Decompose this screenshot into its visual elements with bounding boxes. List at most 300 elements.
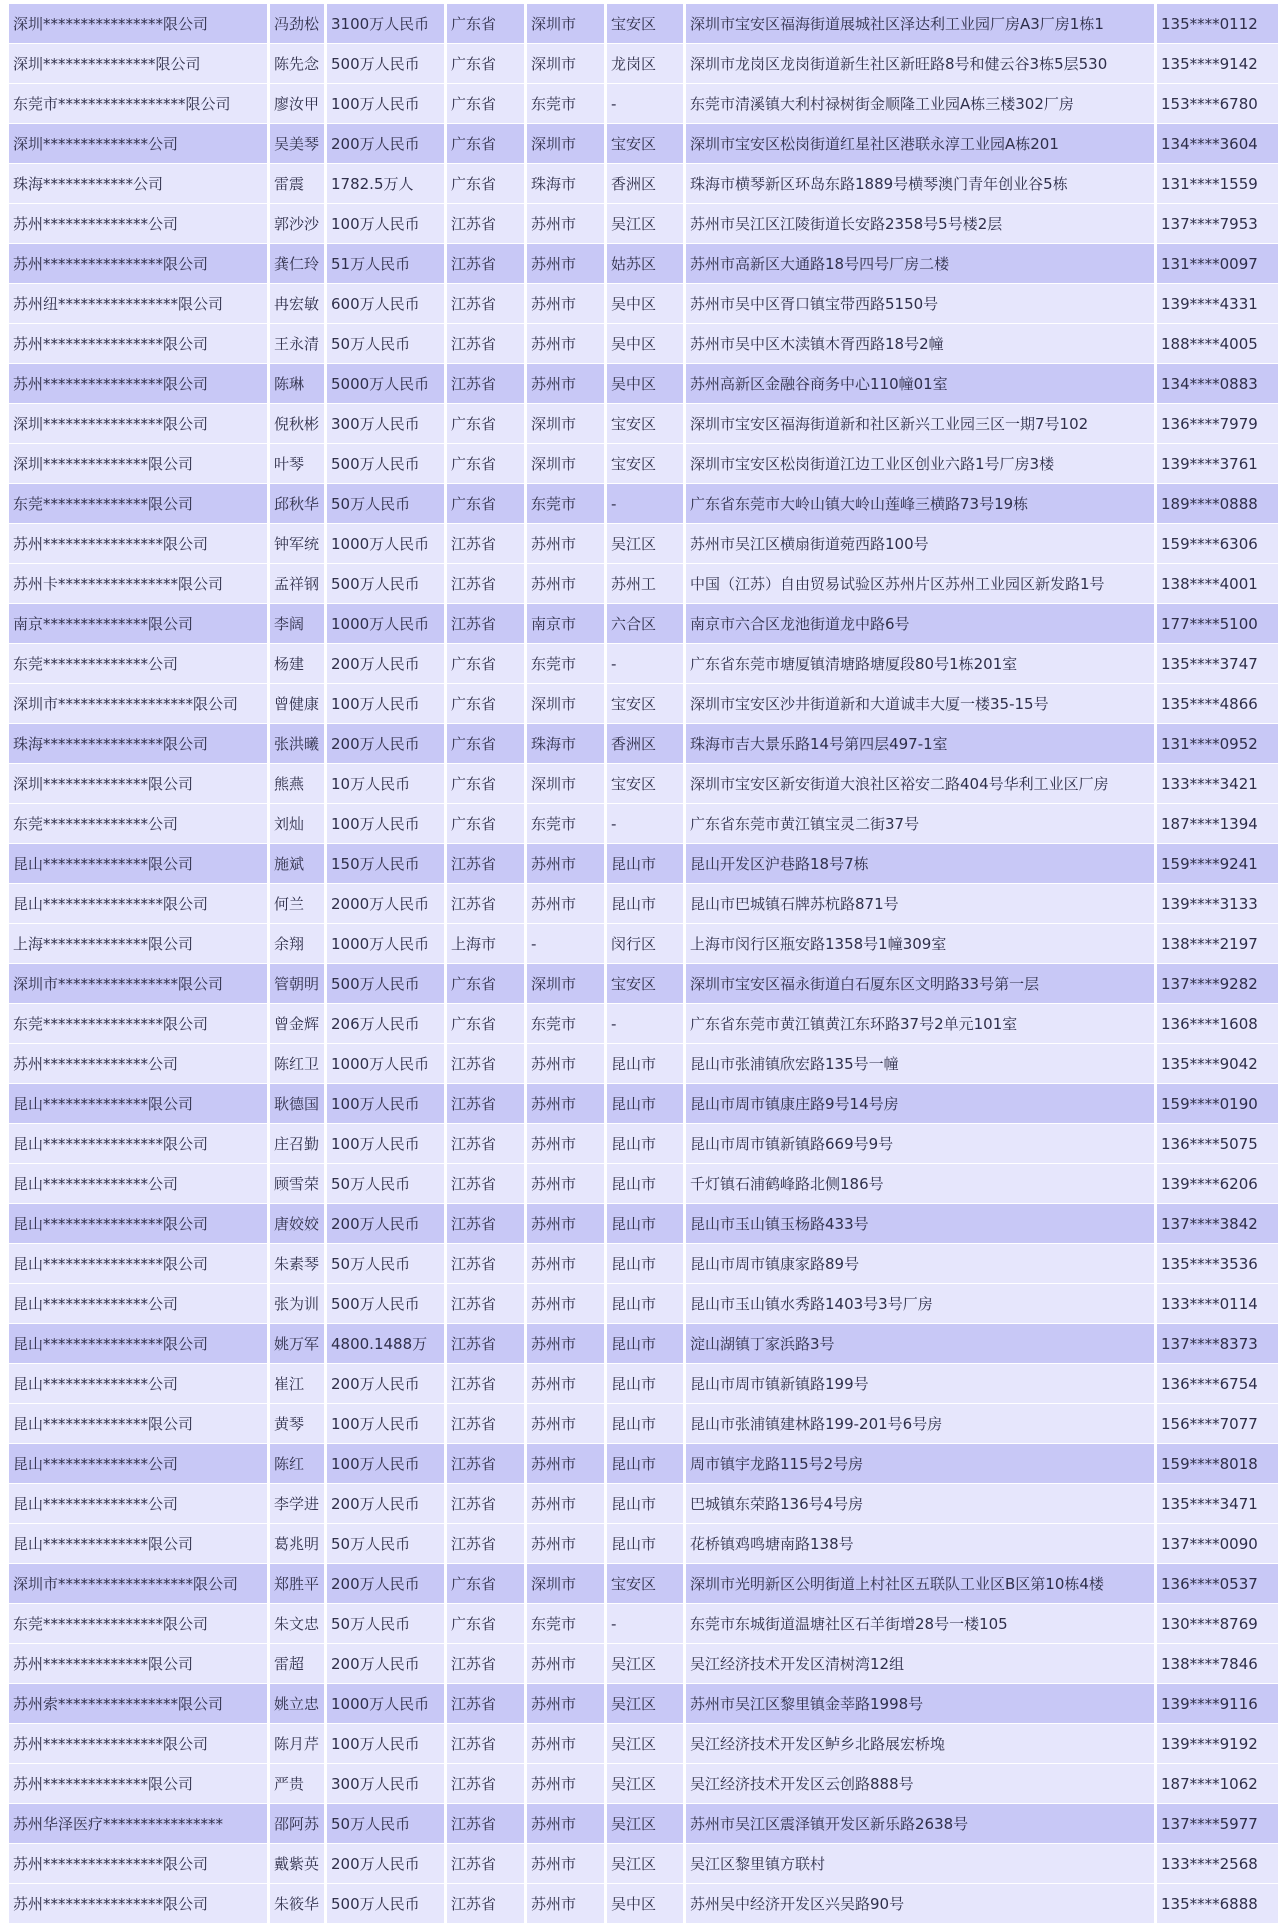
- province-cell: 江苏省: [447, 284, 524, 324]
- phone-cell: 136****1608: [1157, 1004, 1278, 1044]
- province-cell: 江苏省: [447, 1444, 524, 1484]
- province-cell: 江苏省: [447, 564, 524, 604]
- address-cell: 苏州市吴江区震泽镇开发区新乐路2638号: [686, 1804, 1154, 1844]
- contact-name-cell: 倪秋彬: [270, 404, 324, 444]
- phone-cell: 138****4001: [1157, 564, 1278, 604]
- contact-name-cell: 庄召勤: [270, 1124, 324, 1164]
- table-row: [9, 1164, 1278, 1204]
- city-cell: 苏州市: [527, 1444, 604, 1484]
- district-cell: -: [607, 644, 683, 684]
- contact-name-cell: 熊燕: [270, 764, 324, 804]
- registered-capital-cell: 200万人民币: [327, 1364, 444, 1404]
- district-cell: 吴中区: [607, 1884, 683, 1924]
- province-cell: 江苏省: [447, 1204, 524, 1244]
- registered-capital-cell: 300万人民币: [327, 404, 444, 444]
- phone-cell: 135****4866: [1157, 684, 1278, 724]
- district-cell: 昆山市: [607, 1524, 683, 1564]
- address-cell: 花桥镇鸡鸣塘南路138号: [686, 1524, 1154, 1564]
- company-name-cell: 深圳**************限公司: [9, 764, 267, 804]
- city-cell: 苏州市: [527, 204, 604, 244]
- table-row: [9, 204, 1278, 244]
- city-cell: 苏州市: [527, 844, 604, 884]
- table-row: [9, 924, 1278, 964]
- table-row: [9, 884, 1278, 924]
- address-cell: 昆山市张浦镇欣宏路135号一幢: [686, 1044, 1154, 1084]
- table-row: [9, 1124, 1278, 1164]
- address-cell: 昆山市巴城镇石牌苏杭路871号: [686, 884, 1154, 924]
- phone-cell: 139****3133: [1157, 884, 1278, 924]
- contact-name-cell: 杨建: [270, 644, 324, 684]
- contact-name-cell: 龚仁玲: [270, 244, 324, 284]
- phone-cell: 187****1394: [1157, 804, 1278, 844]
- phone-cell: 135****3536: [1157, 1244, 1278, 1284]
- district-cell: 吴中区: [607, 324, 683, 364]
- district-cell: 昆山市: [607, 1324, 683, 1364]
- phone-cell: 159****0190: [1157, 1084, 1278, 1124]
- address-cell: 昆山市张浦镇建林路199-201号6号房: [686, 1404, 1154, 1444]
- registered-capital-cell: 500万人民币: [327, 44, 444, 84]
- table-row: [9, 844, 1278, 884]
- address-cell: 深圳市龙岗区龙岗街道新生社区新旺路8号和健云谷3栋5层530: [686, 44, 1154, 84]
- address-cell: 深圳市宝安区福永街道白石厦东区文明路33号第一层: [686, 964, 1154, 1004]
- city-cell: 苏州市: [527, 524, 604, 564]
- company-name-cell: 昆山**************限公司: [9, 1084, 267, 1124]
- phone-cell: 135****3747: [1157, 644, 1278, 684]
- province-cell: 广东省: [447, 724, 524, 764]
- phone-cell: 133****2568: [1157, 1844, 1278, 1884]
- company-name-cell: 苏州纽****************限公司: [9, 284, 267, 324]
- province-cell: 江苏省: [447, 1644, 524, 1684]
- phone-cell: 137****0090: [1157, 1524, 1278, 1564]
- phone-cell: 135****9042: [1157, 1044, 1278, 1084]
- city-cell: 苏州市: [527, 1644, 604, 1684]
- province-cell: 广东省: [447, 764, 524, 804]
- phone-cell: 153****6780: [1157, 84, 1278, 124]
- province-cell: 江苏省: [447, 1244, 524, 1284]
- registered-capital-cell: 500万人民币: [327, 564, 444, 604]
- city-cell: 东莞市: [527, 1604, 604, 1644]
- district-cell: 昆山市: [607, 1204, 683, 1244]
- city-cell: 苏州市: [527, 1284, 604, 1324]
- contact-name-cell: 余翔: [270, 924, 324, 964]
- district-cell: 昆山市: [607, 1284, 683, 1324]
- table-row: [9, 1764, 1278, 1804]
- address-cell: 深圳市宝安区沙井街道新和大道诚丰大厦一楼35-15号: [686, 684, 1154, 724]
- address-cell: 东莞市东城街道温塘社区石羊街增28号一楼105: [686, 1604, 1154, 1644]
- table-row: [9, 1004, 1278, 1044]
- table-row: [9, 1324, 1278, 1364]
- company-name-cell: 昆山**************公司: [9, 1444, 267, 1484]
- contact-name-cell: 陈红: [270, 1444, 324, 1484]
- phone-cell: 139****4331: [1157, 284, 1278, 324]
- district-cell: 昆山市: [607, 1084, 683, 1124]
- registered-capital-cell: 200万人民币: [327, 124, 444, 164]
- city-cell: 苏州市: [527, 1324, 604, 1364]
- phone-cell: 137****8373: [1157, 1324, 1278, 1364]
- address-cell: 苏州市高新区大通路18号四号厂房二楼: [686, 244, 1154, 284]
- city-cell: 苏州市: [527, 324, 604, 364]
- contact-name-cell: 管朝明: [270, 964, 324, 1004]
- company-name-cell: 昆山****************限公司: [9, 1124, 267, 1164]
- district-cell: 吴江区: [607, 524, 683, 564]
- address-cell: 昆山市周市镇新镇路669号9号: [686, 1124, 1154, 1164]
- registered-capital-cell: 500万人民币: [327, 1884, 444, 1924]
- district-cell: 六合区: [607, 604, 683, 644]
- address-cell: 淀山湖镇丁家浜路3号: [686, 1324, 1154, 1364]
- district-cell: -: [607, 84, 683, 124]
- registered-capital-cell: 100万人民币: [327, 1404, 444, 1444]
- phone-cell: 131****1559: [1157, 164, 1278, 204]
- contact-name-cell: 钟军统: [270, 524, 324, 564]
- registered-capital-cell: 1000万人民币: [327, 604, 444, 644]
- company-name-cell: 苏州卡****************限公司: [9, 564, 267, 604]
- address-cell: 苏州市吴江区横扇街道菀西路100号: [686, 524, 1154, 564]
- address-cell: 深圳市宝安区福海街道新和社区新兴工业园三区一期7号102: [686, 404, 1154, 444]
- contact-name-cell: 邱秋华: [270, 484, 324, 524]
- district-cell: 昆山市: [607, 1244, 683, 1284]
- address-cell: 中国（江苏）自由贸易试验区苏州片区苏州工业园区新发路1号: [686, 564, 1154, 604]
- table-row: [9, 684, 1278, 724]
- district-cell: 吴江区: [607, 1684, 683, 1724]
- district-cell: 昆山市: [607, 1044, 683, 1084]
- table-row: [9, 1084, 1278, 1124]
- registered-capital-cell: 50万人民币: [327, 1524, 444, 1564]
- company-name-cell: 苏州****************限公司: [9, 1724, 267, 1764]
- company-name-cell: 昆山**************限公司: [9, 1404, 267, 1444]
- address-cell: 吴江区黎里镇方联村: [686, 1844, 1154, 1884]
- district-cell: 宝安区: [607, 444, 683, 484]
- contact-name-cell: 陈红卫: [270, 1044, 324, 1084]
- contact-name-cell: 冯劲松: [270, 4, 324, 44]
- company-name-cell: 苏州****************限公司: [9, 524, 267, 564]
- company-name-cell: 昆山****************限公司: [9, 884, 267, 924]
- city-cell: 东莞市: [527, 1004, 604, 1044]
- district-cell: 昆山市: [607, 884, 683, 924]
- company-table: [6, 4, 1280, 1924]
- address-cell: 昆山市周市镇康庄路9号14号房: [686, 1084, 1154, 1124]
- city-cell: 深圳市: [527, 764, 604, 804]
- table-row: [9, 644, 1278, 684]
- table-row: [9, 44, 1278, 84]
- district-cell: 昆山市: [607, 1124, 683, 1164]
- company-name-cell: 苏州****************限公司: [9, 1844, 267, 1884]
- phone-cell: 159****6306: [1157, 524, 1278, 564]
- province-cell: 江苏省: [447, 884, 524, 924]
- phone-cell: 135****9142: [1157, 44, 1278, 84]
- contact-name-cell: 唐姣姣: [270, 1204, 324, 1244]
- city-cell: 东莞市: [527, 804, 604, 844]
- city-cell: 苏州市: [527, 1044, 604, 1084]
- contact-name-cell: 黄琴: [270, 1404, 324, 1444]
- table-row: [9, 1884, 1278, 1924]
- company-name-cell: 深圳**************限公司: [9, 444, 267, 484]
- city-cell: 苏州市: [527, 1804, 604, 1844]
- registered-capital-cell: 500万人民币: [327, 1284, 444, 1324]
- phone-cell: 136****5075: [1157, 1124, 1278, 1164]
- company-name-cell: 昆山**************公司: [9, 1484, 267, 1524]
- table-row: [9, 1564, 1278, 1604]
- company-name-cell: 苏州**************公司: [9, 1044, 267, 1084]
- contact-name-cell: 朱文忠: [270, 1604, 324, 1644]
- city-cell: 苏州市: [527, 1684, 604, 1724]
- city-cell: 苏州市: [527, 564, 604, 604]
- province-cell: 广东省: [447, 84, 524, 124]
- province-cell: 江苏省: [447, 1524, 524, 1564]
- province-cell: 江苏省: [447, 1124, 524, 1164]
- city-cell: 苏州市: [527, 1204, 604, 1244]
- province-cell: 江苏省: [447, 604, 524, 644]
- contact-name-cell: 朱筱华: [270, 1884, 324, 1924]
- district-cell: 宝安区: [607, 124, 683, 164]
- company-name-cell: 深圳****************限公司: [9, 4, 267, 44]
- city-cell: 苏州市: [527, 1364, 604, 1404]
- address-cell: 深圳市宝安区松岗街道江边工业区创业六路1号厂房3楼: [686, 444, 1154, 484]
- phone-cell: 138****2197: [1157, 924, 1278, 964]
- city-cell: 苏州市: [527, 1124, 604, 1164]
- city-cell: 苏州市: [527, 1244, 604, 1284]
- phone-cell: 137****7953: [1157, 204, 1278, 244]
- company-name-cell: 昆山**************公司: [9, 1364, 267, 1404]
- city-cell: 深圳市: [527, 444, 604, 484]
- city-cell: 苏州市: [527, 1844, 604, 1884]
- table-row: [9, 764, 1278, 804]
- phone-cell: 177****5100: [1157, 604, 1278, 644]
- table-row: [9, 84, 1278, 124]
- phone-cell: 138****7846: [1157, 1644, 1278, 1684]
- phone-cell: 159****9241: [1157, 844, 1278, 884]
- contact-name-cell: 冉宏敏: [270, 284, 324, 324]
- registered-capital-cell: 100万人民币: [327, 1444, 444, 1484]
- phone-cell: 136****0537: [1157, 1564, 1278, 1604]
- contact-name-cell: 雷震: [270, 164, 324, 204]
- registered-capital-cell: 1782.5万人: [327, 164, 444, 204]
- registered-capital-cell: 4800.1488万: [327, 1324, 444, 1364]
- table-row: [9, 964, 1278, 1004]
- phone-cell: 137****3842: [1157, 1204, 1278, 1244]
- province-cell: 江苏省: [447, 244, 524, 284]
- province-cell: 江苏省: [447, 1684, 524, 1724]
- table-row: [9, 404, 1278, 444]
- province-cell: 江苏省: [447, 204, 524, 244]
- registered-capital-cell: 10万人民币: [327, 764, 444, 804]
- city-cell: 苏州市: [527, 1164, 604, 1204]
- registered-capital-cell: 100万人民币: [327, 804, 444, 844]
- province-cell: 上海市: [447, 924, 524, 964]
- contact-name-cell: 何兰: [270, 884, 324, 924]
- contact-name-cell: 张洪曦: [270, 724, 324, 764]
- address-cell: 苏州高新区金融谷商务中心110幢01室: [686, 364, 1154, 404]
- registered-capital-cell: 600万人民币: [327, 284, 444, 324]
- phone-cell: 139****9116: [1157, 1684, 1278, 1724]
- registered-capital-cell: 100万人民币: [327, 1724, 444, 1764]
- company-name-cell: 苏州****************限公司: [9, 324, 267, 364]
- table-row: [9, 244, 1278, 284]
- registered-capital-cell: 50万人民币: [327, 1604, 444, 1644]
- contact-name-cell: 朱素琴: [270, 1244, 324, 1284]
- contact-name-cell: 雷超: [270, 1644, 324, 1684]
- district-cell: 宝安区: [607, 1564, 683, 1604]
- district-cell: 吴江区: [607, 1844, 683, 1884]
- city-cell: 深圳市: [527, 1564, 604, 1604]
- company-name-cell: 昆山****************限公司: [9, 1244, 267, 1284]
- contact-name-cell: 郑胜平: [270, 1564, 324, 1604]
- province-cell: 江苏省: [447, 1484, 524, 1524]
- contact-name-cell: 曾健康: [270, 684, 324, 724]
- company-name-cell: 深圳***************限公司: [9, 44, 267, 84]
- city-cell: 深圳市: [527, 964, 604, 1004]
- contact-name-cell: 刘灿: [270, 804, 324, 844]
- city-cell: 深圳市: [527, 684, 604, 724]
- city-cell: 苏州市: [527, 1484, 604, 1524]
- table-row: [9, 1724, 1278, 1764]
- table-row: [9, 284, 1278, 324]
- province-cell: 江苏省: [447, 364, 524, 404]
- province-cell: 江苏省: [447, 1804, 524, 1844]
- phone-cell: 156****7077: [1157, 1404, 1278, 1444]
- province-cell: 江苏省: [447, 844, 524, 884]
- address-cell: 昆山市玉山镇水秀路1403号3号厂房: [686, 1284, 1154, 1324]
- phone-cell: 135****6888: [1157, 1884, 1278, 1924]
- company-name-cell: 苏州**************公司: [9, 204, 267, 244]
- province-cell: 广东省: [447, 4, 524, 44]
- contact-name-cell: 陈琳: [270, 364, 324, 404]
- table-row: [9, 564, 1278, 604]
- district-cell: 吴江区: [607, 204, 683, 244]
- registered-capital-cell: 300万人民币: [327, 1764, 444, 1804]
- province-cell: 广东省: [447, 964, 524, 1004]
- registered-capital-cell: 200万人民币: [327, 1204, 444, 1244]
- city-cell: 苏州市: [527, 284, 604, 324]
- city-cell: 苏州市: [527, 244, 604, 284]
- table-row: [9, 124, 1278, 164]
- phone-cell: 133****3421: [1157, 764, 1278, 804]
- district-cell: 闵行区: [607, 924, 683, 964]
- phone-cell: 136****7979: [1157, 404, 1278, 444]
- registered-capital-cell: 1000万人民币: [327, 1044, 444, 1084]
- address-cell: 巴城镇东荣路136号4号房: [686, 1484, 1154, 1524]
- address-cell: 深圳市宝安区松岗街道红星社区港联永淳工业园A栋201: [686, 124, 1154, 164]
- contact-name-cell: 顾雪荣: [270, 1164, 324, 1204]
- company-name-cell: 苏州**************限公司: [9, 1644, 267, 1684]
- phone-cell: 139****3761: [1157, 444, 1278, 484]
- province-cell: 江苏省: [447, 1724, 524, 1764]
- province-cell: 江苏省: [447, 1324, 524, 1364]
- district-cell: 宝安区: [607, 684, 683, 724]
- contact-name-cell: 严贵: [270, 1764, 324, 1804]
- district-cell: 吴中区: [607, 364, 683, 404]
- address-cell: 苏州市吴中区胥口镇宝带西路5150号: [686, 284, 1154, 324]
- table-row: [9, 324, 1278, 364]
- table-row: [9, 1364, 1278, 1404]
- company-name-cell: 深圳**************公司: [9, 124, 267, 164]
- table-row: [9, 1044, 1278, 1084]
- phone-cell: 130****8769: [1157, 1604, 1278, 1644]
- company-name-cell: 深圳****************限公司: [9, 404, 267, 444]
- phone-cell: 188****4005: [1157, 324, 1278, 364]
- registered-capital-cell: 1000万人民币: [327, 1684, 444, 1724]
- city-cell: 苏州市: [527, 1084, 604, 1124]
- city-cell: 苏州市: [527, 1764, 604, 1804]
- phone-cell: 136****6754: [1157, 1364, 1278, 1404]
- district-cell: 昆山市: [607, 844, 683, 884]
- registered-capital-cell: 50万人民币: [327, 1244, 444, 1284]
- company-name-cell: 东莞**************公司: [9, 644, 267, 684]
- district-cell: 香洲区: [607, 724, 683, 764]
- table-row: [9, 604, 1278, 644]
- city-cell: 苏州市: [527, 1524, 604, 1564]
- phone-cell: 135****0112: [1157, 4, 1278, 44]
- table-row: [9, 364, 1278, 404]
- contact-name-cell: 耿德国: [270, 1084, 324, 1124]
- district-cell: 宝安区: [607, 764, 683, 804]
- registered-capital-cell: 3100万人民币: [327, 4, 444, 44]
- table-row: [9, 1284, 1278, 1324]
- contact-name-cell: 邵阿苏: [270, 1804, 324, 1844]
- registered-capital-cell: 200万人民币: [327, 724, 444, 764]
- phone-cell: 133****0114: [1157, 1284, 1278, 1324]
- phone-cell: 134****3604: [1157, 124, 1278, 164]
- contact-name-cell: 吴美琴: [270, 124, 324, 164]
- phone-cell: 135****3471: [1157, 1484, 1278, 1524]
- address-cell: 苏州市吴江区江陵街道长安路2358号5号楼2层: [686, 204, 1154, 244]
- contact-name-cell: 叶琴: [270, 444, 324, 484]
- province-cell: 广东省: [447, 164, 524, 204]
- city-cell: -: [527, 924, 604, 964]
- province-cell: 广东省: [447, 1564, 524, 1604]
- contact-name-cell: 施斌: [270, 844, 324, 884]
- district-cell: 宝安区: [607, 964, 683, 1004]
- contact-name-cell: 王永清: [270, 324, 324, 364]
- district-cell: 吴江区: [607, 1644, 683, 1684]
- contact-name-cell: 姚立忠: [270, 1684, 324, 1724]
- city-cell: 苏州市: [527, 1884, 604, 1924]
- company-name-cell: 苏州索****************限公司: [9, 1684, 267, 1724]
- table-row: [9, 1524, 1278, 1564]
- contact-name-cell: 陈先念: [270, 44, 324, 84]
- district-cell: 宝安区: [607, 4, 683, 44]
- table-row: [9, 724, 1278, 764]
- district-cell: 吴江区: [607, 1724, 683, 1764]
- registered-capital-cell: 200万人民币: [327, 644, 444, 684]
- contact-name-cell: 陈月芹: [270, 1724, 324, 1764]
- address-cell: 昆山市周市镇康家路89号: [686, 1244, 1154, 1284]
- table-row: [9, 1204, 1278, 1244]
- company-name-cell: 上海**************限公司: [9, 924, 267, 964]
- city-cell: 东莞市: [527, 644, 604, 684]
- registered-capital-cell: 1000万人民币: [327, 924, 444, 964]
- company-name-cell: 昆山**************限公司: [9, 844, 267, 884]
- company-name-cell: 珠海************公司: [9, 164, 267, 204]
- contact-name-cell: 曾金辉: [270, 1004, 324, 1044]
- table-row: [9, 484, 1278, 524]
- registered-capital-cell: 150万人民币: [327, 844, 444, 884]
- district-cell: 昆山市: [607, 1164, 683, 1204]
- province-cell: 广东省: [447, 44, 524, 84]
- province-cell: 广东省: [447, 644, 524, 684]
- contact-name-cell: 郭沙沙: [270, 204, 324, 244]
- table-row: [9, 1244, 1278, 1284]
- address-cell: 广东省东莞市黄江镇宝灵二街37号: [686, 804, 1154, 844]
- table-row: [9, 1844, 1278, 1884]
- province-cell: 广东省: [447, 484, 524, 524]
- city-cell: 东莞市: [527, 84, 604, 124]
- phone-cell: 137****9282: [1157, 964, 1278, 1004]
- address-cell: 吴江经济技术开发区云创路888号: [686, 1764, 1154, 1804]
- registered-capital-cell: 50万人民币: [327, 324, 444, 364]
- province-cell: 江苏省: [447, 1764, 524, 1804]
- district-cell: 昆山市: [607, 1404, 683, 1444]
- contact-name-cell: 廖汝甲: [270, 84, 324, 124]
